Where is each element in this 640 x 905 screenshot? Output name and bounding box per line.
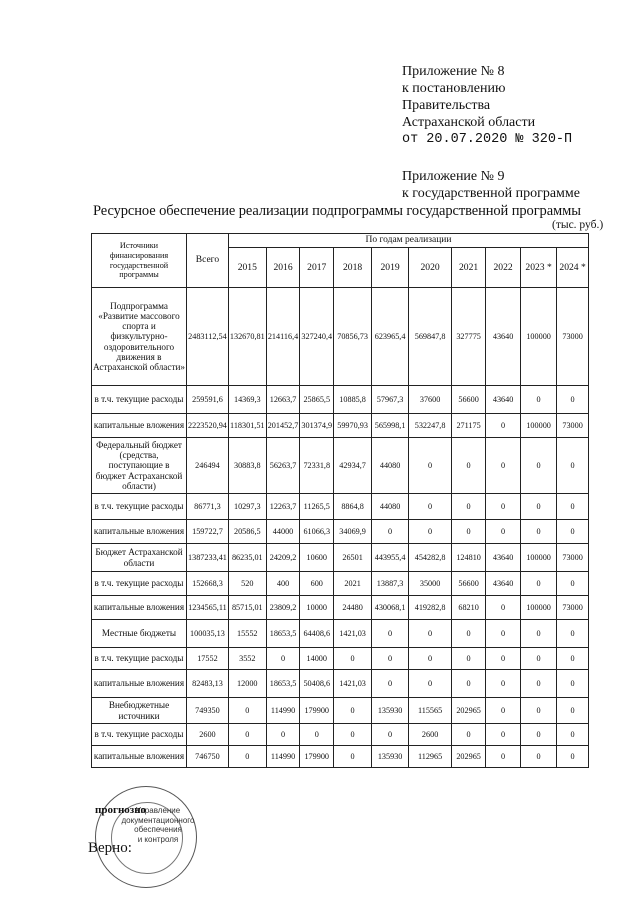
cell-value: 25865,5 [300,386,334,414]
table-row [92,698,589,724]
cell-value: 0 [557,648,589,670]
table-row [92,520,589,544]
cell-value: 0 [452,620,486,648]
cell-value: 0 [228,724,266,746]
cell-value: 0 [372,520,409,544]
cell-value: 520 [228,572,266,596]
table-row [92,572,589,596]
cell-value: 0 [372,670,409,698]
cell-value: 3552 [228,648,266,670]
row-label: Подпрограмма «Развитие массового спорта и физкультурно-оздоровительного движения в Астраханской области» [92,288,187,386]
cell-value: 44080 [372,438,409,494]
cell-value: 0 [266,648,300,670]
cell-value: 14369,3 [228,386,266,414]
cell-value: 112965 [409,746,452,768]
row-label: Внебюджетные источники [92,698,187,724]
cell-value: 100000 [521,414,557,438]
units-label: (тыс. руб.) [552,219,604,231]
cell-value: 327775 [452,288,486,386]
cell-value: 13887,3 [372,572,409,596]
table-row [92,544,589,572]
cell-value: 271175 [452,414,486,438]
table-row [92,438,589,494]
table-row [92,746,589,768]
appendix-date-line: от 20.07.2020 № 320-П [402,132,573,147]
cell-value: 68210 [452,596,486,620]
cell-value: 43640 [486,572,521,596]
cell-value: 0 [409,494,452,520]
cell-value: 10000 [300,596,334,620]
cell-value: 0 [557,724,589,746]
table-row [92,670,589,698]
cell-value: 0 [486,698,521,724]
cell-value: 0 [334,698,372,724]
cell-value: 42934,7 [334,438,372,494]
cell-value: 0 [452,494,486,520]
cell-value: 0 [409,438,452,494]
table-row [92,596,589,620]
cell-value: 0 [409,648,452,670]
cell-value: 61066,3 [300,520,334,544]
cell-value: 0 [486,648,521,670]
table-row [92,414,589,438]
cell-value: 0 [228,698,266,724]
row-label: в т.ч. текущие расходы [92,386,187,414]
cell-value: 12663,7 [266,386,300,414]
header-total: Всего [187,234,229,288]
row-total: 259591,6 [187,386,229,414]
cell-value: 44080 [372,494,409,520]
cell-value: 0 [486,520,521,544]
cell-value: 0 [486,438,521,494]
cell-value: 132670,81 [228,288,266,386]
cell-value: 0 [521,670,557,698]
cell-value: 0 [557,520,589,544]
stamp-line: и контроля [137,834,179,844]
cell-value: 0 [521,746,557,768]
cell-value: 34069,9 [334,520,372,544]
resource-table [91,233,589,768]
row-label: в т.ч. текущие расходы [92,648,187,670]
cell-value: 56600 [452,386,486,414]
table-row [92,288,589,386]
row-label: в т.ч. текущие расходы [92,494,187,520]
row-total: 82483,13 [187,670,229,698]
cell-value: 115565 [409,698,452,724]
header-year: 2024 * [557,248,589,288]
cell-value: 327240,4 [300,288,334,386]
cell-value: 44000 [266,520,300,544]
cell-value: 10297,3 [228,494,266,520]
row-label: Федеральный бюджет (средства, поступающие в бюджет Астраханской области) [92,438,187,494]
header-years-group: По годам реализации [228,234,588,248]
cell-value: 85715,01 [228,596,266,620]
cell-value: 565998,1 [372,414,409,438]
cell-value: 623965,4 [372,288,409,386]
row-label: в т.ч. текущие расходы [92,572,187,596]
row-total: 746750 [187,746,229,768]
header-year: 2016 [266,248,300,288]
cell-value: 56600 [452,572,486,596]
cell-value: 18653,5 [266,670,300,698]
cell-value: 0 [452,648,486,670]
cell-value: 0 [334,648,372,670]
cell-value: 0 [452,520,486,544]
cell-value: 0 [372,648,409,670]
cell-value: 600 [300,572,334,596]
footnote: прогнозно [95,804,147,816]
cell-value: 179900 [300,746,334,768]
cell-value: 70856,73 [334,288,372,386]
program-line: к государственной программе [402,186,580,201]
row-total: 749350 [187,698,229,724]
row-total: 246494 [187,438,229,494]
cell-value: 0 [521,494,557,520]
cell-value: 0 [521,520,557,544]
table-row [92,620,589,648]
cell-value: 0 [372,724,409,746]
cell-value: 15552 [228,620,266,648]
cell-value: 0 [557,572,589,596]
cell-value: 454282,8 [409,544,452,572]
cell-value: 100000 [521,288,557,386]
cell-value: 0 [486,746,521,768]
cell-value: 0 [557,494,589,520]
table-row [92,494,589,520]
cell-value: 0 [334,724,372,746]
appendix-header [402,63,572,148]
row-label: капитальные вложения [92,746,187,768]
cell-value: 43640 [486,288,521,386]
cell-value: 8864,8 [334,494,372,520]
cell-value: 0 [521,724,557,746]
cell-value: 64408,6 [300,620,334,648]
row-label: капитальные вложения [92,670,187,698]
stamp-line: обеспечения [134,825,182,834]
cell-value: 12263,7 [266,494,300,520]
cell-value: 30883,8 [228,438,266,494]
signature-label: Верно: [88,840,132,856]
header-year: 2019 [372,248,409,288]
row-total: 159722,7 [187,520,229,544]
cell-value: 57967,3 [372,386,409,414]
header-year: 2020 [409,248,452,288]
row-label: Бюджет Астраханской области [92,544,187,572]
header-year: 2018 [334,248,372,288]
row-label: в т.ч. текущие расходы [92,724,187,746]
program-title: Приложение № 9 [402,169,505,184]
cell-value: 43640 [486,544,521,572]
cell-value: 202965 [452,698,486,724]
cell-value: 179900 [300,698,334,724]
cell-value: 430068,1 [372,596,409,620]
header-year: 2015 [228,248,266,288]
cell-value: 0 [409,620,452,648]
appendix-title: Приложение № 8 [402,64,505,79]
cell-value: 118301,51 [228,414,266,438]
cell-value: 202965 [452,746,486,768]
cell-value: 0 [486,724,521,746]
row-total: 2600 [187,724,229,746]
cell-value: 11265,5 [300,494,334,520]
cell-value: 18653,5 [266,620,300,648]
cell-value: 0 [557,620,589,648]
cell-value: 124810 [452,544,486,572]
cell-value: 0 [266,724,300,746]
cell-value: 100000 [521,596,557,620]
cell-value: 0 [372,620,409,648]
cell-value: 14000 [300,648,334,670]
appendix-line: Астраханской области [402,115,536,130]
cell-value: 0 [486,596,521,620]
row-total: 2223520,94 [187,414,229,438]
cell-value: 0 [334,746,372,768]
cell-value: 0 [452,724,486,746]
cell-value: 0 [486,414,521,438]
cell-value: 43640 [486,386,521,414]
header-year: 2022 [486,248,521,288]
row-total: 152668,3 [187,572,229,596]
cell-value: 0 [521,620,557,648]
cell-value: 114990 [266,698,300,724]
cell-value: 73000 [557,544,589,572]
appendix-line: Правительства [402,98,491,113]
cell-value: 419282,8 [409,596,452,620]
cell-value: 0 [557,698,589,724]
cell-value: 12000 [228,670,266,698]
cell-value: 532247,8 [409,414,452,438]
cell-value: 0 [452,670,486,698]
row-label: капитальные вложения [92,596,187,620]
cell-value: 0 [557,386,589,414]
cell-value: 1421,03 [334,620,372,648]
row-label: капитальные вложения [92,414,187,438]
cell-value: 0 [557,438,589,494]
cell-value: 0 [521,648,557,670]
cell-value: 35000 [409,572,452,596]
cell-value: 2021 [334,572,372,596]
cell-value: 24480 [334,596,372,620]
row-label: капитальные вложения [92,520,187,544]
cell-value: 0 [521,572,557,596]
row-total: 17552 [187,648,229,670]
cell-value: 0 [486,620,521,648]
cell-value: 0 [452,438,486,494]
row-total: 1234565,11 [187,596,229,620]
cell-value: 0 [521,698,557,724]
cell-value: 0 [486,670,521,698]
cell-value: 135930 [372,698,409,724]
cell-value: 0 [521,386,557,414]
cell-value: 114990 [266,746,300,768]
cell-value: 10885,8 [334,386,372,414]
cell-value: 23809,2 [266,596,300,620]
cell-value: 59970,93 [334,414,372,438]
cell-value: 569847,8 [409,288,452,386]
cell-value: 100000 [521,544,557,572]
cell-value: 73000 [557,414,589,438]
stamp-line: Управление [135,806,181,815]
table-row [92,386,589,414]
cell-value: 50408,6 [300,670,334,698]
cell-value: 37600 [409,386,452,414]
cell-value: 135930 [372,746,409,768]
header-year: 2017 [300,248,334,288]
cell-value: 443955,4 [372,544,409,572]
cell-value: 2600 [409,724,452,746]
cell-value: 0 [300,724,334,746]
row-total: 1387233,41 [187,544,229,572]
cell-value: 72331,8 [300,438,334,494]
cell-value: 201452,7 [266,414,300,438]
cell-value: 0 [521,438,557,494]
stamp-line: документационного [121,815,195,825]
appendix-line: к постановлению [402,81,506,96]
header-year: 2023 * [521,248,557,288]
row-total: 86771,3 [187,494,229,520]
cell-value: 20586,5 [228,520,266,544]
header-year: 2021 [452,248,486,288]
cell-value: 0 [557,670,589,698]
cell-value: 0 [409,520,452,544]
cell-value: 26501 [334,544,372,572]
cell-value: 10600 [300,544,334,572]
cell-value: 0 [228,746,266,768]
table-row [92,724,589,746]
table-row [92,648,589,670]
cell-value: 24209,2 [266,544,300,572]
program-header [402,168,580,202]
cell-value: 56263,7 [266,438,300,494]
cell-value: 214116,4 [266,288,300,386]
cell-value: 73000 [557,288,589,386]
cell-value: 0 [409,670,452,698]
cell-value: 0 [557,746,589,768]
row-total: 100035,13 [187,620,229,648]
cell-value: 301374,9 [300,414,334,438]
cell-value: 0 [486,494,521,520]
row-total: 2483112,54 [187,288,229,386]
cell-value: 1421,03 [334,670,372,698]
cell-value: 400 [266,572,300,596]
cell-value: 73000 [557,596,589,620]
document-title: Ресурсное обеспечение реализации подпрограммы государственной программы [93,203,581,219]
row-label: Местные бюджеты [92,620,187,648]
header-source: Источники финансирования государственной программы [92,234,187,288]
cell-value: 86235,01 [228,544,266,572]
